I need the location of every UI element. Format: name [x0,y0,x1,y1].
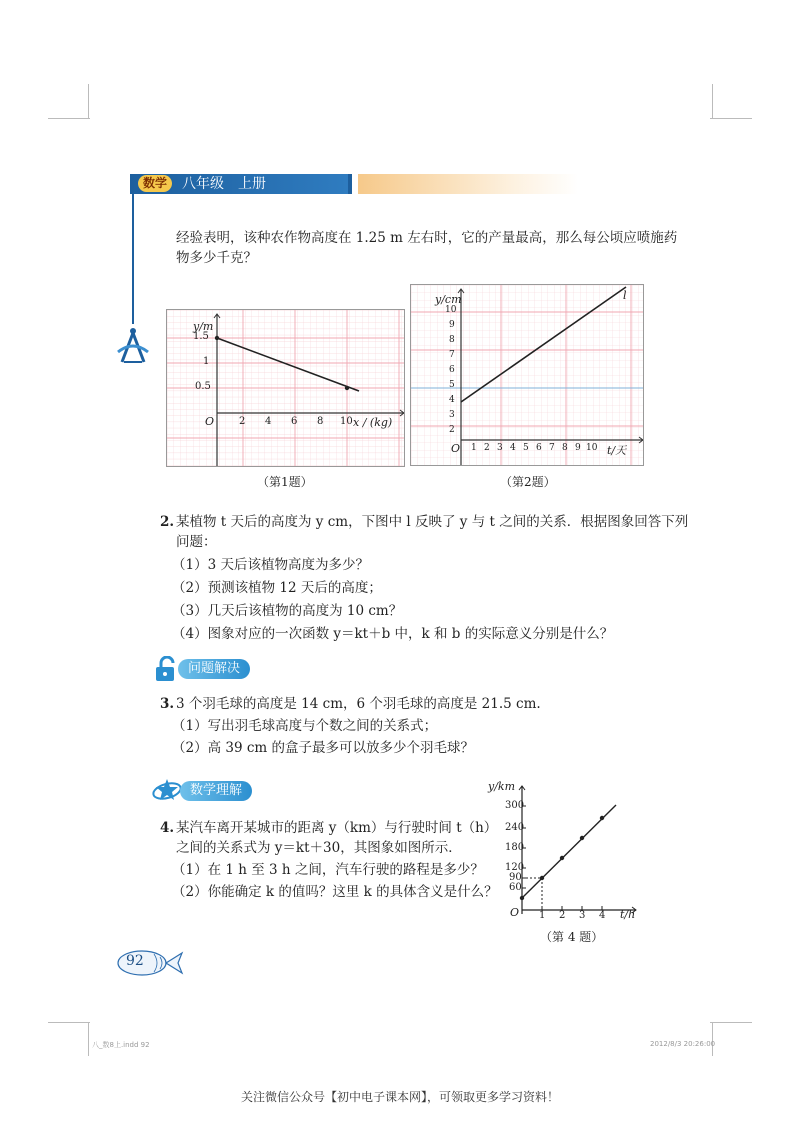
figure-2-graph [410,284,644,466]
running-header [130,174,352,194]
subject-badge: 数学 [138,175,172,192]
figure-2-caption: （第2题） [500,475,556,489]
q4-line-1: 某汽车离开某城市的距离 y（km）与行驶时间 t（h） [176,820,498,836]
figure-2-ytick: 6 [449,365,455,375]
figure-2-xtick: 10 [586,443,598,453]
q2-item: （2）预测该植物 12 天后的高度； [172,580,382,596]
figure-4-ylabel: y/km [488,780,516,793]
figure-1-xtick: 6 [291,416,298,427]
figure-2-xtick: 5 [523,443,529,453]
figure-2-xlabel: t/天 [607,444,627,457]
section-problem-solving: 问题解决 [178,659,250,679]
figure-2-xtick: 7 [549,443,555,453]
figure-2-ytick: 3 [449,410,455,420]
crop-mark [48,1022,90,1023]
figure-2-xtick: 3 [497,443,503,453]
q3-number: 3. [160,696,175,712]
figure-2-ytick: 10 [445,305,457,315]
figure-2-ytick: 4 [449,395,455,405]
figure-2-ytick: 2 [449,425,455,435]
fish-icon [114,948,186,978]
figure-2-line-label: l [623,289,627,302]
figure-1-caption: （第1题） [257,475,313,489]
figure-1-ytick: 0.5 [195,381,211,392]
crop-mark [88,1022,89,1056]
figure-4-xtick: 2 [559,910,566,921]
figure-1-xtick: 8 [317,416,324,427]
figure-1-graph [166,309,405,467]
footer-note: 关注微信公众号【初中电子课本网】，可领取更多学习资料！ [240,1090,559,1104]
figure-1-ytick: 1 [203,356,210,367]
q2-item: （4）图象对应的一次函数 y＝kt＋b 中，k 和 b 的实际意义分别是什么？ [172,626,614,642]
figure-1-xtick: 2 [239,416,246,427]
intro-line-2: 物多少千克？ [176,250,257,266]
figure-4-xlabel: t/h [620,908,636,921]
figure-1-xlabel: x / (kg) [353,416,393,429]
figure-4-ytick: 180 [505,842,525,853]
figure-1-ylabel: y/m [193,320,214,333]
q2-number: 2. [160,514,175,530]
q4-item: （1）在 1 h 至 3 h 之间，汽车行驶的路程是多少？ [172,862,484,878]
header-title: 八年级 上册 [182,176,266,192]
figure-4-xtick: 4 [599,910,606,921]
figure-2-xtick: 2 [484,443,490,453]
crop-mark [712,84,713,118]
figure-4-ytick: 60 [509,882,522,893]
q4-number: 4. [160,820,175,836]
figure-2-origin: O [451,442,461,455]
intro-line-1: 经验表明，该种农作物高度在 1.25 m 左右时，它的产量最高，那么每公顷应喷施药 [176,230,678,246]
compass-icon [110,322,156,368]
figure-1-xtick: 10 [340,416,353,427]
figure-2-xtick: 1 [471,443,477,453]
figure-4-xtick: 1 [539,910,546,921]
crop-mark [710,1022,752,1023]
q2-line-2: 问题： [176,534,217,550]
figure-4-ytick: 90 [509,872,522,883]
figure-2-ytick: 5 [449,380,455,390]
figure-4-ytick: 300 [505,800,525,811]
q3-item: （2）高 39 cm 的盒子最多可以放多少个羽毛球？ [172,740,475,756]
q2-item: （3）几天后该植物的高度为 10 cm？ [172,603,403,619]
figure-1-xtick: 4 [265,416,272,427]
figure-2-ytick: 7 [449,350,455,360]
q3-line-1: 3 个羽毛球的高度是 14 cm，6 个羽毛球的高度是 21.5 cm. [176,696,541,712]
figure-1-ytick: 1.5 [193,331,209,342]
figure-4-ytick: 240 [505,822,525,833]
figure-2-xtick: 6 [536,443,542,453]
figure-2-xtick: 9 [575,443,581,453]
header-decoration [358,174,578,194]
section-math-understanding: 数学理解 [180,781,252,801]
figure-4-origin: O [510,906,520,919]
figure-2-ytick: 9 [449,320,455,330]
q2-item: （1）3 天后该植物高度为多少？ [172,557,369,573]
crop-mark [88,84,89,118]
crop-mark [48,118,90,119]
crop-mark [712,1022,713,1056]
q4-line-2: 之间的关系式为 y＝kt＋30，其图象如图所示． [176,840,462,856]
figure-1-origin: O [205,415,215,428]
figure-2-xtick: 8 [562,443,568,453]
margin-rule [132,194,134,324]
figure-2-ylabel: y/cm [435,293,462,306]
figure-2-xtick: 4 [510,443,516,453]
q2-line-1: 某植物 t 天后的高度为 y cm，下图中 l 反映了 y 与 t 之间的关系．根据图象回答下列 [176,514,689,530]
print-mark-right: 2012/8/3 20:26:00 [650,1040,716,1048]
figure-2-ytick: 8 [449,335,455,345]
figure-4-ytick: 120 [505,862,525,873]
crop-mark [710,118,752,119]
figure-4-caption: （第 4 题） [540,930,604,944]
q4-item: （2）你能确定 k 的值吗？这里 k 的具体含义是什么？ [172,884,498,900]
q3-item: （1）写出羽毛球高度与个数之间的关系式； [172,718,438,734]
figure-4-xtick: 3 [579,910,586,921]
star-orbit-icon [150,776,184,802]
page-number: 92 [126,953,144,969]
print-mark-left: 八_数8上.indd 92 [92,1041,150,1049]
